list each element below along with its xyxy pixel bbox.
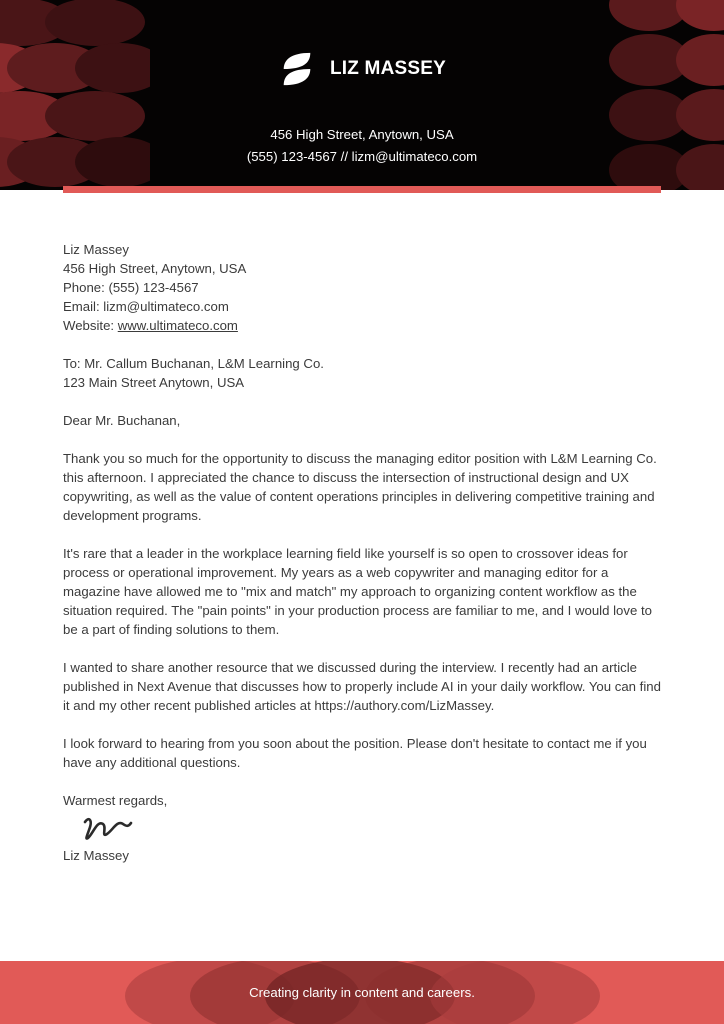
paragraph-4: I look forward to hearing from you soon about the position. Please don't hesitate to contact me if you have any additional questions. xyxy=(63,736,647,770)
website-link[interactable]: www.ultimateco.com xyxy=(117,318,238,333)
leaf-s-logo-icon xyxy=(278,50,316,88)
sender-email: Email: lizm@ultimateco.com xyxy=(63,299,229,314)
sender-name: Liz Massey xyxy=(63,242,129,257)
signature-name: Liz Massey xyxy=(63,848,129,863)
header-contact: (555) 123-4567 // lizm@ultimateco.com xyxy=(246,149,478,164)
footer-tagline: Creating clarity in content and careers. xyxy=(249,985,475,1000)
paragraph-2: It's rare that a leader in the workplace learning field like yourself is so open to crossover ideas for process or operational improvement. My years as a web copywriter and managing editor for a magazine have allowed me to "mix and match" my approach to organizing content workflow as the situation required. The "pain points" in your production process are familiar to me, and I would love to be a part of finding solutions to them. xyxy=(63,546,652,637)
sender-address: 456 High Street, Anytown, USA xyxy=(63,261,247,276)
greeting: Dear Mr. Buchanan, xyxy=(63,413,181,428)
recipient-to: To: Mr. Callum Buchanan, L&M Learning Co. xyxy=(63,356,324,371)
brand-name: LIZ MASSEY xyxy=(329,58,446,79)
recipient-address: 123 Main Street Anytown, USA xyxy=(63,375,245,390)
header-address: 456 High Street, Anytown, USA xyxy=(270,127,454,142)
footer-band xyxy=(0,961,724,1024)
letter-body xyxy=(63,240,663,865)
sender-website-label: Website: xyxy=(63,318,118,333)
recipient-block xyxy=(63,354,663,392)
sender-phone: Phone: (555) 123-4567 xyxy=(63,280,199,295)
paragraph-1: Thank you so much for the opportunity to discuss the managing editor position with L&M Learning Co. this afternoon. I appreciated the chance to discuss the intersection of instructional design and UX copywriting, as well as the value of content operations principles in delivering competitive training and development programs. xyxy=(63,451,657,523)
closing: Warmest regards, xyxy=(63,793,168,808)
brand xyxy=(0,50,724,88)
sender-block xyxy=(63,240,663,335)
sender-website xyxy=(63,316,663,335)
letterhead-header xyxy=(0,0,724,190)
paragraph-3: I wanted to share another resource that we discussed during the interview. I recently had an article published in Next Avenue that discusses how to properly include AI in your daily workflow. You can find it and my other recent published articles at https://authory.com/LizMassey. xyxy=(63,660,661,713)
handwritten-signature-icon xyxy=(81,812,133,844)
accent-divider xyxy=(63,186,661,193)
